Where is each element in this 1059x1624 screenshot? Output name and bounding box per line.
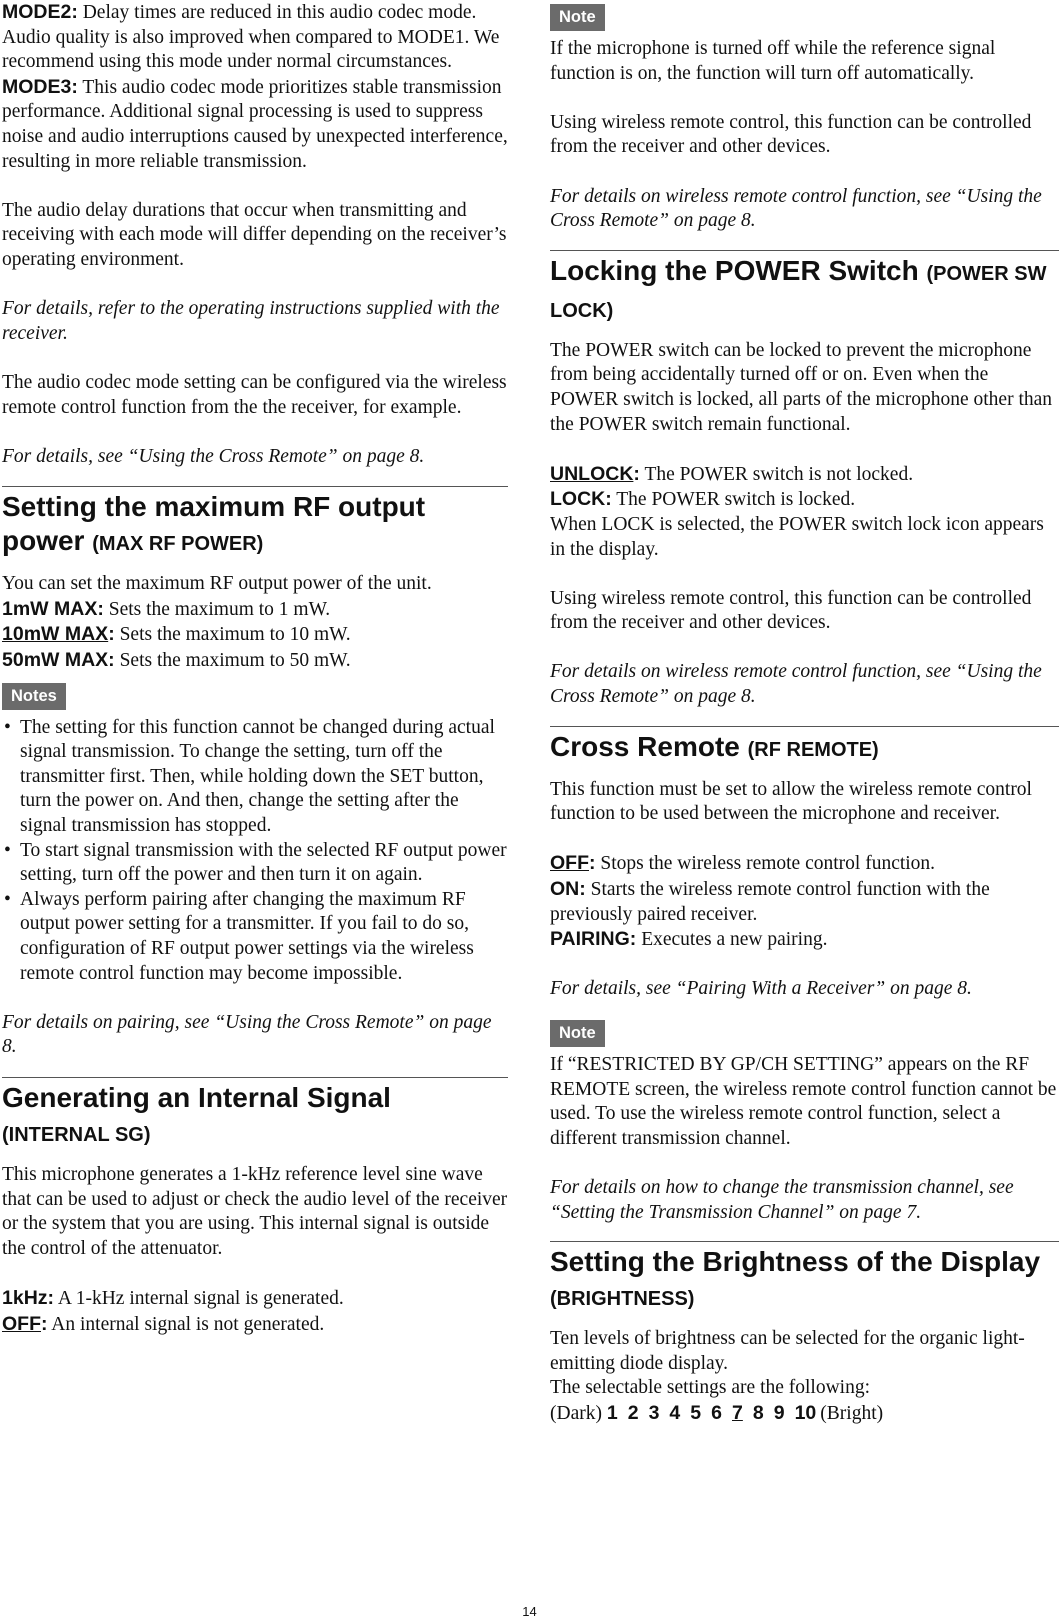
- lock-remote-details: For details on wireless remote control function, see “Using the Cross Remote” on page 8.: [550, 661, 1042, 708]
- list-item: • To start signal transmission with the selected RF output power setting, turn off the power and then turn it on again.: [2, 839, 508, 888]
- channel-details: For details on how to change the transmission channel, see “Setting the Transmission Channel” on page 7.: [550, 1176, 1014, 1223]
- lock-intro: The POWER switch can be locked to prevent the microphone from being accidentally turned off or on. Even when the POWER switch is locked, all parts of the microphone other than the POWER switch remain functional.: [550, 339, 1053, 435]
- rf-section-title: Setting the maximum RF output power (MAX RF POWER): [2, 491, 426, 557]
- cross-option-on: ON: Starts the wireless remote control function with the previously paired receiver.: [550, 878, 990, 925]
- details-cross-remote: For details, see “Using the Cross Remote” on page 8.: [2, 445, 425, 467]
- mode3-paragraph: [2, 75, 508, 174]
- details-receiver: For details, refer to the operating instructions supplied with the receiver.: [2, 298, 500, 344]
- mode2-paragraph: [2, 0, 508, 75]
- note-badge: Note: [550, 1020, 605, 1047]
- notes-badge: Notes: [2, 683, 66, 710]
- section-divider: [550, 250, 1059, 251]
- brightness-section-title: Setting the Brightness of the Display (BRIGHTNESS): [550, 1246, 1041, 1311]
- note-badge: Note: [550, 4, 605, 31]
- brightness-level: 1: [606, 1401, 618, 1424]
- section-divider: [550, 726, 1059, 727]
- rf-option-1mw: 1mW MAX: Sets the maximum to 1 mW.: [2, 597, 331, 620]
- remote-details: For details on wireless remote control function, see “Using the Cross Remote” on page 8.: [550, 185, 1042, 232]
- cross-option-pairing: PAIRING: Executes a new pairing.: [550, 928, 828, 951]
- brightness-level: 8: [752, 1401, 764, 1424]
- mode3-term: MODE3:: [2, 75, 78, 98]
- lock-option-lock: LOCK: The POWER switch is locked.: [550, 488, 856, 511]
- rf-notes-list: [2, 716, 508, 987]
- list-item: • Always perform pairing after changing the maximum RF output power setting for a transmitter. If you fail to do so, configuration of RF output power settings via the wireless remote control function may become impossible.: [2, 888, 508, 986]
- sg-option-1khz: 1kHz: A 1-kHz internal signal is generated.: [2, 1286, 344, 1309]
- cross-section-title: Cross Remote (RF REMOTE): [550, 730, 879, 762]
- codec-config-paragraph: The audio codec mode setting can be configured via the wireless remote control function from the the receiver, for example.: [2, 371, 507, 418]
- section-divider: [2, 486, 508, 487]
- sg-section-title: Generating an Internal Signal (INTERNAL SG): [2, 1081, 391, 1146]
- cross-details: For details, see “Pairing With a Receiver” on page 8.: [550, 978, 972, 1000]
- brightness-intro: Ten levels of brightness can be selected for the organic light-emitting diode display.: [550, 1328, 1025, 1374]
- left-column: [2, 0, 508, 1337]
- cross-option-off: OFF: Stops the wireless remote control function.: [550, 852, 936, 875]
- rf-option-10mw: 10mW MAX: Sets the maximum to 10 mW.: [2, 623, 351, 646]
- section-divider: [550, 1241, 1059, 1242]
- sg-option-off: OFF: An internal signal is not generated.: [2, 1312, 325, 1335]
- mode2-text: Delay times are reduced in this audio codec mode. Audio quality is also improved when compared to MODE1. We recommend using this mode under normal circumstances.: [2, 2, 500, 73]
- brightness-level: 7: [732, 1401, 743, 1424]
- mode3-text: This audio codec mode prioritizes stable transmission performance. Additional signal processing is used to suppress noise and audio interruptions caused by unexpected interference, resulting in more reliable transmission.: [2, 76, 508, 172]
- right-column: [550, 0, 1059, 1427]
- remote-paragraph: Using wireless remote control, this function can be controlled from the receiver and other devices.: [550, 111, 1032, 158]
- section-divider: [2, 1077, 508, 1078]
- lock-section-title: Locking the POWER Switch (POWER SW LOCK): [550, 254, 1047, 322]
- cross-intro: This function must be set to allow the wireless remote control function to be used between the microphone and receiver.: [550, 778, 1032, 825]
- brightness-level: 9: [773, 1401, 785, 1424]
- brightness-levels: [550, 1401, 1059, 1427]
- brightness-level: 10: [794, 1401, 817, 1424]
- delay-paragraph: The audio delay durations that occur when transmitting and receiving with each mode will differ depending on the receiver’s operating environment.: [2, 199, 507, 270]
- rf-intro: You can set the maximum RF output power of the unit.: [2, 573, 432, 595]
- brightness-settings-line: The selectable settings are the following:: [550, 1377, 871, 1399]
- lock-remote-paragraph: Using wireless remote control, this function can be controlled from the receiver and other devices.: [550, 587, 1032, 634]
- brightness-level: 5: [690, 1401, 702, 1424]
- brightness-level: 3: [648, 1401, 660, 1424]
- lock-option-unlock: UNLOCK: The POWER switch is not locked.: [550, 462, 914, 485]
- brightness-level: 2: [627, 1401, 639, 1424]
- list-item: • The setting for this function cannot be changed during actual signal transmission. To change the setting, turn off the transmitter first. Then, while holding down the SET button, turn the power on. And then, change the setting after the signal transmission has stopped.: [2, 716, 508, 839]
- page-number: 14: [522, 1604, 537, 1619]
- brightness-level: 4: [669, 1401, 681, 1424]
- note-text: If the microphone is turned off while the reference signal function is on, the function will turn off automatically.: [550, 38, 996, 84]
- mode2-term: MODE2:: [2, 1, 78, 23]
- sg-intro: This microphone generates a 1-kHz reference level sine wave that can be used to adjust or check the audio level of the receiver or the system that you are using. This internal signal is outside the control of the attenuator.: [2, 1163, 508, 1259]
- rf-option-50mw: 50mW MAX: Sets the maximum to 50 mW.: [2, 649, 351, 672]
- bright-label: (Bright): [820, 1402, 884, 1424]
- cross-note-text: If “RESTRICTED BY GP/CH SETTING” appears on the RF REMOTE screen, the wireless remote control function cannot be used. To use the wireless remote control function, select a different transmission channel.: [550, 1054, 1057, 1149]
- brightness-level: 6: [711, 1401, 722, 1424]
- lock-icon-text: When LOCK is selected, the POWER switch lock icon appears in the display.: [550, 513, 1044, 560]
- rf-details: For details on pairing, see “Using the Cross Remote” on page 8.: [2, 1011, 492, 1058]
- dark-label: (Dark): [550, 1402, 602, 1424]
